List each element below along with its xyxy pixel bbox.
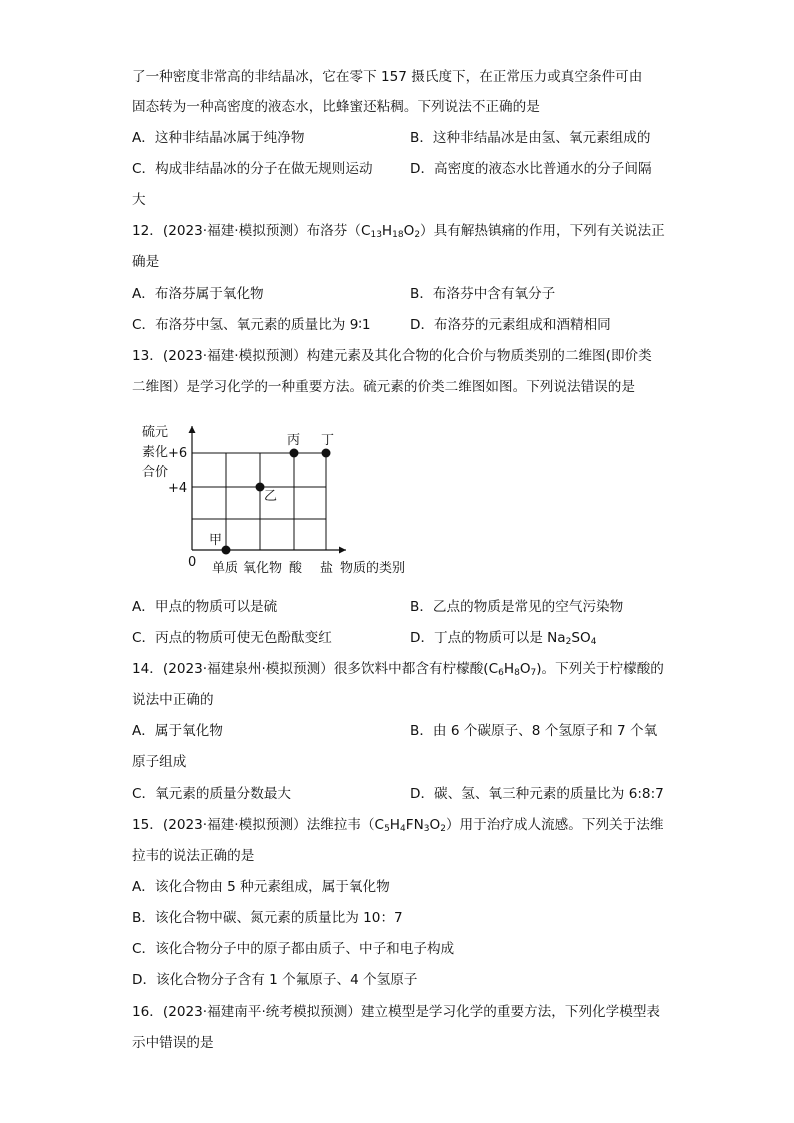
q15-formula-sub4: 2 bbox=[440, 824, 446, 834]
x-tick-element: 单质 bbox=[212, 561, 239, 576]
q16-stem-line2: 示中错误的是 bbox=[132, 1035, 214, 1051]
point-bing bbox=[290, 449, 299, 458]
x-tick-salt: 盐 bbox=[320, 561, 334, 576]
q15-stem-suffix: ）用于治疗成人流感。下列关于法维 bbox=[445, 817, 664, 833]
q14-option-b-cont: 原子组成 bbox=[132, 754, 187, 770]
q15-option-d: D．该化合物分子含有 1 个氟原子、4 个氢原子 bbox=[132, 972, 418, 988]
chart-svg bbox=[130, 420, 430, 585]
q12-formula-sub3: 2 bbox=[414, 230, 421, 240]
q15-stem-prefix: 15．(2023·福建·模拟预测）法维拉韦（C bbox=[132, 817, 385, 833]
y-tick-plus4: +4 bbox=[168, 481, 188, 496]
y-axis-label-1: 硫元 bbox=[142, 425, 169, 440]
point-label-jia: 甲 bbox=[209, 533, 223, 548]
q14-option-a: A．属于氧化物 bbox=[132, 723, 223, 739]
q11-option-a: A．这种非结晶冰属于纯净物 bbox=[132, 130, 305, 146]
y-axis-label-2: 素化 bbox=[142, 445, 169, 460]
q12-stem-prefix: 12．(2023·福建·模拟预测）布洛芬（C bbox=[132, 223, 371, 239]
q13-option-d-prefix: D．丁点的物质可以是 Na bbox=[410, 630, 566, 646]
q13-option-a: A．甲点的物质可以是硫 bbox=[132, 599, 278, 615]
q12-formula-sub2: 18 bbox=[392, 230, 404, 240]
q13-stem-line1: 13．(2023·福建·模拟预测）构建元素及其化合物的化合价与物质类别的二维图(即价类 bbox=[132, 348, 652, 364]
q15-option-a: A．该化合物由 5 种元素组成，属于氧化物 bbox=[132, 879, 390, 895]
q13-option-b: B．乙点的物质是常见的空气污染物 bbox=[410, 599, 624, 615]
q11-option-d-cont: 大 bbox=[132, 192, 146, 208]
x-axis-label: 物质的类别 bbox=[340, 561, 406, 576]
q13-option-d-sub1: 2 bbox=[565, 637, 572, 647]
q13-option-d-so: SO bbox=[571, 630, 591, 646]
y-tick-zero: 0 bbox=[188, 555, 197, 570]
q14-option-c: C．氧元素的质量分数最大 bbox=[132, 786, 292, 802]
q15-formula-fn: FN bbox=[405, 817, 424, 833]
q12-stem-suffix: ）具有解热镇痛的作用，下列有关说法正 bbox=[420, 223, 665, 239]
q15-formula-sub3: 3 bbox=[423, 824, 430, 834]
q11-stem-line1: 了一种密度非常高的非结晶冰，它在零下 157 摄氏度下，在正常压力或真空条件可由 bbox=[132, 69, 643, 85]
q12-formula-o: O bbox=[403, 223, 415, 239]
x-tick-acid: 酸 bbox=[289, 561, 303, 576]
point-label-bing: 丙 bbox=[287, 433, 301, 448]
x-tick-oxide: 氧化物 bbox=[243, 561, 283, 576]
y-axis-label-3: 合价 bbox=[142, 465, 169, 480]
q15-formula-h: H bbox=[389, 817, 401, 833]
q15-formula-sub1: 5 bbox=[384, 824, 390, 834]
q11-option-b: B．这种非结晶冰是由氢、氧元素组成的 bbox=[410, 130, 651, 146]
q12-formula-h: H bbox=[381, 223, 393, 239]
q14-option-d: D．碳、氢、氧三种元素的质量比为 6:8:7 bbox=[410, 786, 664, 802]
q14-stem-line2: 说法中正确的 bbox=[132, 692, 214, 708]
q15-formula-sub2: 4 bbox=[400, 824, 406, 834]
q12-option-a: A．布洛芬属于氧化物 bbox=[132, 286, 264, 302]
q13-option-d-sub2: 4 bbox=[590, 637, 597, 647]
q11-option-c: C．构成非结晶冰的分子在做无规则运动 bbox=[132, 161, 373, 177]
q11-option-d: D．高密度的液态水比普通水的分子间隔 bbox=[410, 161, 652, 177]
q15-option-c: C．该化合物分子中的原子都由质子、中子和电子构成 bbox=[132, 941, 455, 957]
q12-formula-sub1: 13 bbox=[370, 230, 382, 240]
point-label-ding: 丁 bbox=[321, 433, 335, 448]
q14-stem-line1 bbox=[132, 659, 664, 679]
q15-stem-line1 bbox=[132, 815, 663, 835]
point-jia bbox=[222, 546, 231, 555]
y-tick-plus6: +6 bbox=[168, 446, 188, 461]
q12-option-d: D．布洛芬的元素组成和酒精相同 bbox=[410, 317, 611, 333]
q14-formula-sub3: 7 bbox=[530, 668, 537, 678]
q14-formula-sub1: 6 bbox=[498, 668, 504, 678]
point-ding bbox=[322, 449, 331, 458]
q12-option-c: C．布洛芬中氢、氧元素的质量比为 9∶1 bbox=[132, 317, 371, 333]
q14-option-b: B．由 6 个碳原子、8 个氢原子和 7 个氧 bbox=[410, 723, 658, 739]
q14-stem-prefix: 14．(2023·福建泉州·模拟预测）很多饮料中都含有柠檬酸(C bbox=[132, 661, 499, 677]
q14-formula-sub2: 8 bbox=[514, 668, 520, 678]
q16-stem-line1: 16．(2023·福建南平·统考模拟预测）建立模型是学习化学的重要方法，下列化学模型表 bbox=[132, 1004, 661, 1020]
q13-option-d bbox=[410, 628, 596, 648]
q13-option-c: C．丙点的物质可使无色酚酞变红 bbox=[132, 630, 332, 646]
q12-option-b: B．布洛芬中含有氧分子 bbox=[410, 286, 556, 302]
point-label-yi: 乙 bbox=[264, 489, 278, 504]
q13-stem-line2: 二维图）是学习化学的一种重要方法。硫元素的价类二维图如图。下列说法错误的是 bbox=[132, 379, 635, 395]
q15-stem-line2: 拉韦的说法正确的是 bbox=[132, 848, 255, 864]
q14-formula-h: H bbox=[503, 661, 515, 677]
q14-stem-suffix: )。下列关于柠檬酸的 bbox=[536, 661, 664, 677]
q15-option-b: B．该化合物中碳、氮元素的质量比为 10：7 bbox=[132, 910, 403, 926]
q12-stem-line2: 确是 bbox=[132, 254, 160, 270]
q12-stem-line1 bbox=[132, 221, 665, 241]
q15-formula-o: O bbox=[429, 817, 441, 833]
valence-class-chart bbox=[130, 420, 430, 585]
q11-stem-line2: 固态转为一种高密度的液态水，比蜂蜜还粘稠。下列说法不正确的是 bbox=[132, 99, 540, 115]
q14-formula-o: O bbox=[519, 661, 531, 677]
